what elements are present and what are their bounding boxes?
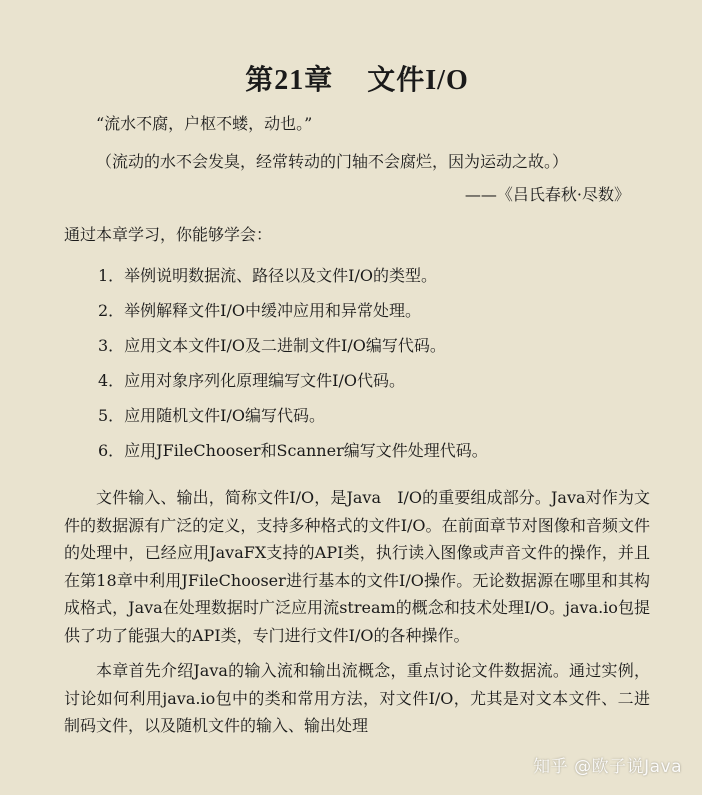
- chapter-number: 21: [274, 65, 305, 96]
- objective-item: 6．应用JFileChooser和Scanner编写文件处理代码。: [98, 441, 488, 460]
- learning-intro: 通过本章学习，你能够学会：: [64, 225, 273, 244]
- chapter-title: [64, 58, 650, 98]
- chapter-number-prefix: 第: [245, 65, 275, 96]
- chapter-title-cn: 文件: [367, 65, 426, 96]
- learning-objectives: [64, 258, 650, 468]
- objective-item: 5．应用随机文件I/O编写代码。: [98, 406, 326, 425]
- objective-item: 2．举例解释文件I/O中缓冲应用和异常处理。: [98, 301, 422, 320]
- epigraph-source: ——《吕氏春秋·尽数》: [464, 185, 630, 204]
- chapter-title-io: I/O: [425, 65, 469, 96]
- objective-item: 4．应用对象序列化原理编写文件I/O代码。: [98, 371, 406, 390]
- objective-item: 3．应用文本文件I/O及二进制文件I/O编写代码。: [98, 336, 446, 355]
- epigraph-quote: “流水不腐，户枢不蝼，动也。”: [96, 114, 313, 133]
- epigraph-translation: （流动的水不会发臭，经常转动的门轴不会腐烂，因为运动之故。）: [96, 152, 569, 171]
- body-paragraph: 文件输入、输出，简称文件I/O，是Java I/O的重要组成部分。Java对作为文件的数据源有广泛的定义，支持多种格式的文件I/O。在前面章节对图像和音频文件的处理中，已经应用JavaFX支持的API类，执行读入图像或声音文件的操作，并且在第18章中利用JFileChooser进行基本的文件I/O操作。无论数据源在哪里和其构成格式，Java在处理数据时广泛应用流stream的概念和技术处理I/O。java.io包提供了功了能强大的API类，专门进行文件I/O的各种操作。: [64, 488, 650, 645]
- chapter-number-suffix: 章: [304, 65, 334, 96]
- watermark: 知乎 @欧子说Java: [533, 757, 682, 777]
- body-paragraph: 本章首先介绍Java的输入流和输出流概念，重点讨论文件数据流。通过实例，讨论如何利用java.io包中的类和常用方法，对文件I/O，尤其是对文本文件、二进制码文件，以及随机文件的输入、输出处理: [64, 661, 650, 735]
- objective-item: 1．举例说明数据流、路径以及文件I/O的类型。: [98, 266, 438, 285]
